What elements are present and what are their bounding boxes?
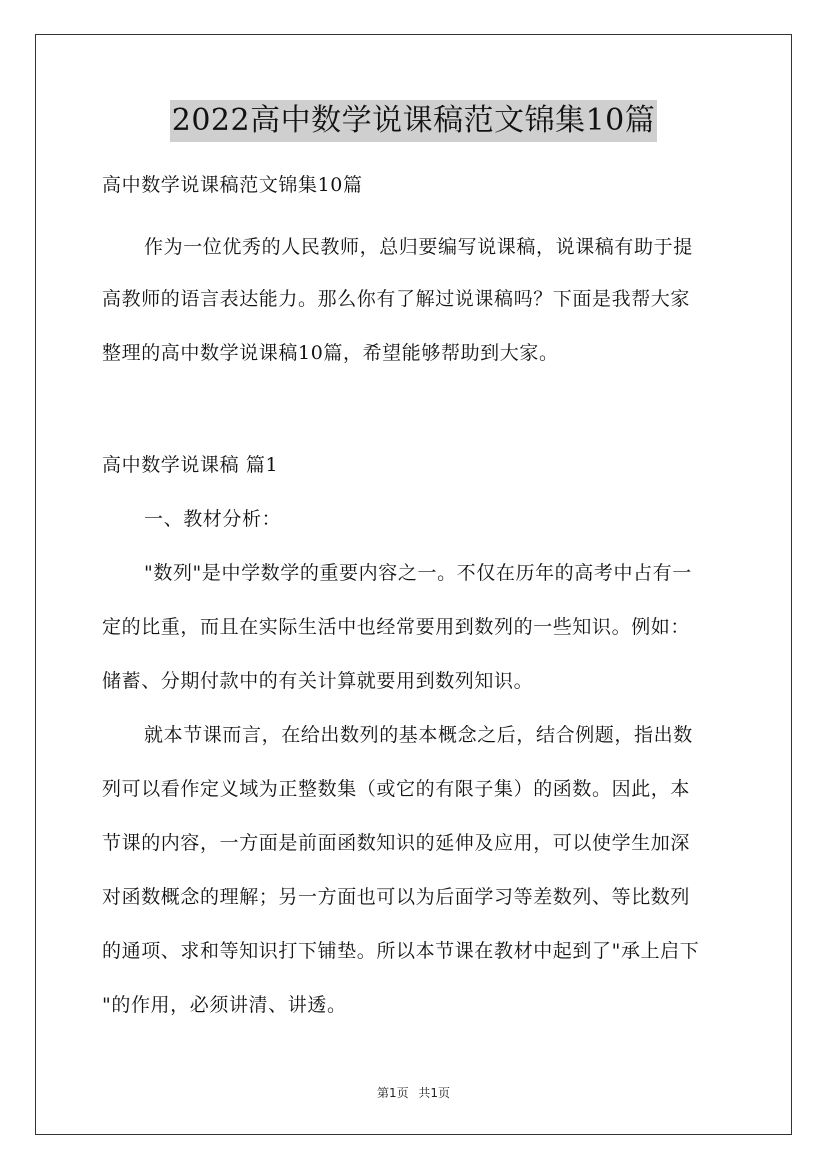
paragraph-line: 就本节课而言，在给出数列的基本概念之后，结合例题，指出数: [144, 724, 693, 746]
title-container: [0, 100, 827, 142]
intro-line: 整理的高中数学说课稿10篇，希望能够帮助到大家。: [102, 342, 559, 364]
paragraph-line: 对函数概念的理解；另一方面也可以为后面学习等差数列、等比数列: [102, 886, 691, 908]
paragraph-line: 定的比重，而且在实际生活中也经常要用到数列的一些知识。例如：: [102, 616, 691, 638]
paragraph-line: 储蓄、分期付款中的有关计算就要用到数列知识。: [102, 670, 534, 692]
section-heading: 高中数学说课稿 篇1: [102, 454, 279, 476]
page-footer: [0, 1084, 827, 1101]
paragraph-line: 的通项、求和等知识打下铺垫。所以本节课在教材中起到了"承上启下: [102, 940, 700, 962]
document-subtitle: 高中数学说课稿范文锦集10篇: [102, 174, 363, 196]
page-total: 共1页: [418, 1086, 451, 1100]
subheading: 一、教材分析：: [144, 508, 282, 530]
paragraph-line: 列可以看作定义域为正整数集（或它的有限子集）的函数。因此，本: [102, 778, 691, 800]
page-number: 第1页: [376, 1086, 409, 1100]
paragraph-line: "的作用，必须讲清、讲透。: [102, 994, 347, 1016]
intro-line: 高教师的语言表达能力。那么你有了解过说课稿吗？下面是我帮大家: [102, 288, 691, 310]
paragraph-line: "数列"是中学数学的重要内容之一。不仅在历年的高考中占有一: [144, 562, 692, 584]
intro-line: 作为一位优秀的人民教师，总归要编写说课稿，说课稿有助于提: [144, 236, 693, 258]
paragraph-line: 节课的内容，一方面是前面函数知识的延伸及应用，可以使学生加深: [102, 832, 691, 854]
document-title: 2022高中数学说课稿范文锦集10篇: [170, 100, 658, 142]
